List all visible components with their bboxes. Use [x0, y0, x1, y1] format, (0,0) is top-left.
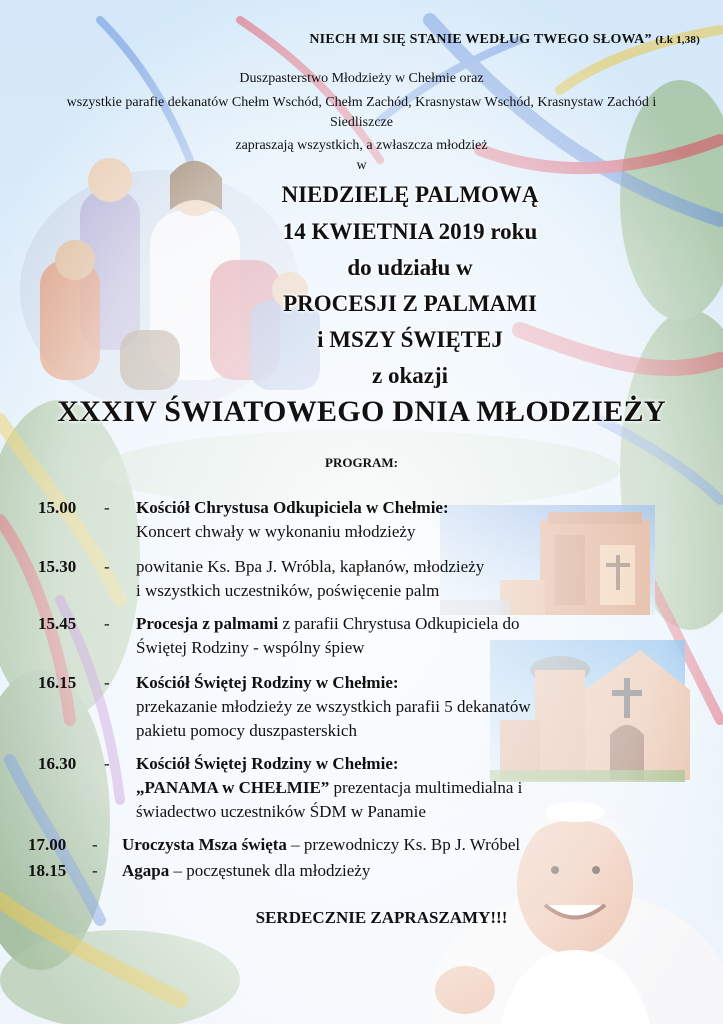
program-text: powitanie Ks. Bpa J. Wróbla, kapłanów, młodzieży	[136, 557, 485, 576]
program-time: 15.45	[38, 614, 77, 633]
main-title: XXXIV ŚWIATOWEGO DNIA MŁODZIEŻY	[57, 395, 666, 428]
program-item	[0, 752, 723, 824]
motto-text: NIECH MI SIĘ STANIE WEDŁUG TWEGO SŁOWA”	[309, 32, 652, 47]
headline-date-day: NIEDZIELĘ PALMOWĄ	[281, 182, 539, 207]
program-time: 18.15	[28, 861, 67, 880]
program-text-line3: świadectwo uczestników ŚDM w Panamie	[136, 802, 426, 821]
headline-date: 14 KWIETNIA 2019 roku	[282, 219, 538, 244]
program-text-bold: Agapa	[122, 861, 170, 880]
program-text-bold: Procesja z palmami	[136, 614, 279, 633]
program-text-rest: – przewodniczy Ks. Bp J. Wróbel	[286, 835, 521, 854]
program-text-line2: Świętej Rodziny - wspólny śpiew	[136, 638, 365, 657]
program-text-bold: Uroczysta Msza święta	[122, 835, 287, 854]
program-dash: -	[104, 754, 110, 773]
program-dash: -	[92, 835, 98, 854]
program-text-line3: pakietu pomocy duszpasterskich	[136, 721, 357, 740]
program-title: PROGRAM:	[325, 455, 398, 470]
program-item	[0, 555, 723, 605]
motto-line	[0, 32, 700, 48]
intro-line-4: zapraszają wszystkich, a zwłaszcza młodzież	[235, 138, 488, 153]
intro-line-3: Siedliszcze	[330, 115, 393, 130]
closing-invitation: SERDECZNIE ZAPRASZAMY!!!	[255, 908, 508, 927]
program-event-name: „PANAMA w CHEŁMIE”	[136, 778, 330, 797]
program-time: 16.15	[38, 673, 77, 692]
program-text-bold: Kościół Świętej Rodziny w Chełmie:	[136, 673, 399, 692]
intro-line-2: wszystkie parafie dekanatów Chełm Wschód, Chełm Zachód, Krasnystaw Wschód, Krasnystaw Zachód i	[66, 95, 657, 110]
program-item	[0, 612, 723, 662]
program-text	[122, 833, 520, 857]
program-text-line2	[136, 776, 522, 800]
program-time: 15.00	[38, 498, 77, 517]
program-text-line2: i wszystkich uczestników, poświęcenie palm	[136, 581, 440, 600]
program-item	[0, 859, 723, 885]
program-dash: -	[92, 861, 98, 880]
program-text-rest: prezentacja multimedialna i	[329, 778, 523, 797]
program-text-line2: Koncert chwały w wykonaniu młodzieży	[136, 522, 416, 541]
headline-procession: PROCESJI Z PALMAMI	[283, 291, 537, 316]
headline-mass: i MSZY ŚWIĘTEJ	[317, 327, 503, 352]
program-text-rest: z parafii Chrystusa Odkupiciela do	[278, 614, 520, 633]
program-time: 17.00	[28, 835, 67, 854]
program-dash: -	[104, 498, 110, 517]
program-text-bold: Kościół Chrystusa Odkupiciela w Chełmie:	[136, 498, 449, 517]
program-item	[0, 833, 723, 859]
program-dash: -	[104, 673, 110, 692]
program-dash: -	[104, 557, 110, 576]
headline-occasion: z okazji	[371, 363, 448, 388]
program-text-rest: – poczęstunek dla młodzieży	[169, 861, 371, 880]
program-text-line2: przekazanie młodzieży ze wszystkich parafii 5 dekanatów	[136, 697, 531, 716]
program-text	[136, 612, 520, 636]
intro-line-5: w	[356, 158, 367, 173]
intro-line-1: Duszpasterstwo Młodzieży w Chełmie oraz	[239, 71, 484, 86]
motto-reference: (Łk 1,38)	[655, 34, 700, 46]
program-dash: -	[104, 614, 110, 633]
program-item	[0, 671, 723, 743]
program-text	[122, 859, 370, 883]
program-item	[0, 496, 723, 546]
program-text-bold: Kościół Świętej Rodziny w Chełmie:	[136, 754, 399, 773]
program-time: 16.30	[38, 754, 77, 773]
program-time: 15.30	[38, 557, 77, 576]
headline-invite: do udziału w	[347, 255, 473, 280]
